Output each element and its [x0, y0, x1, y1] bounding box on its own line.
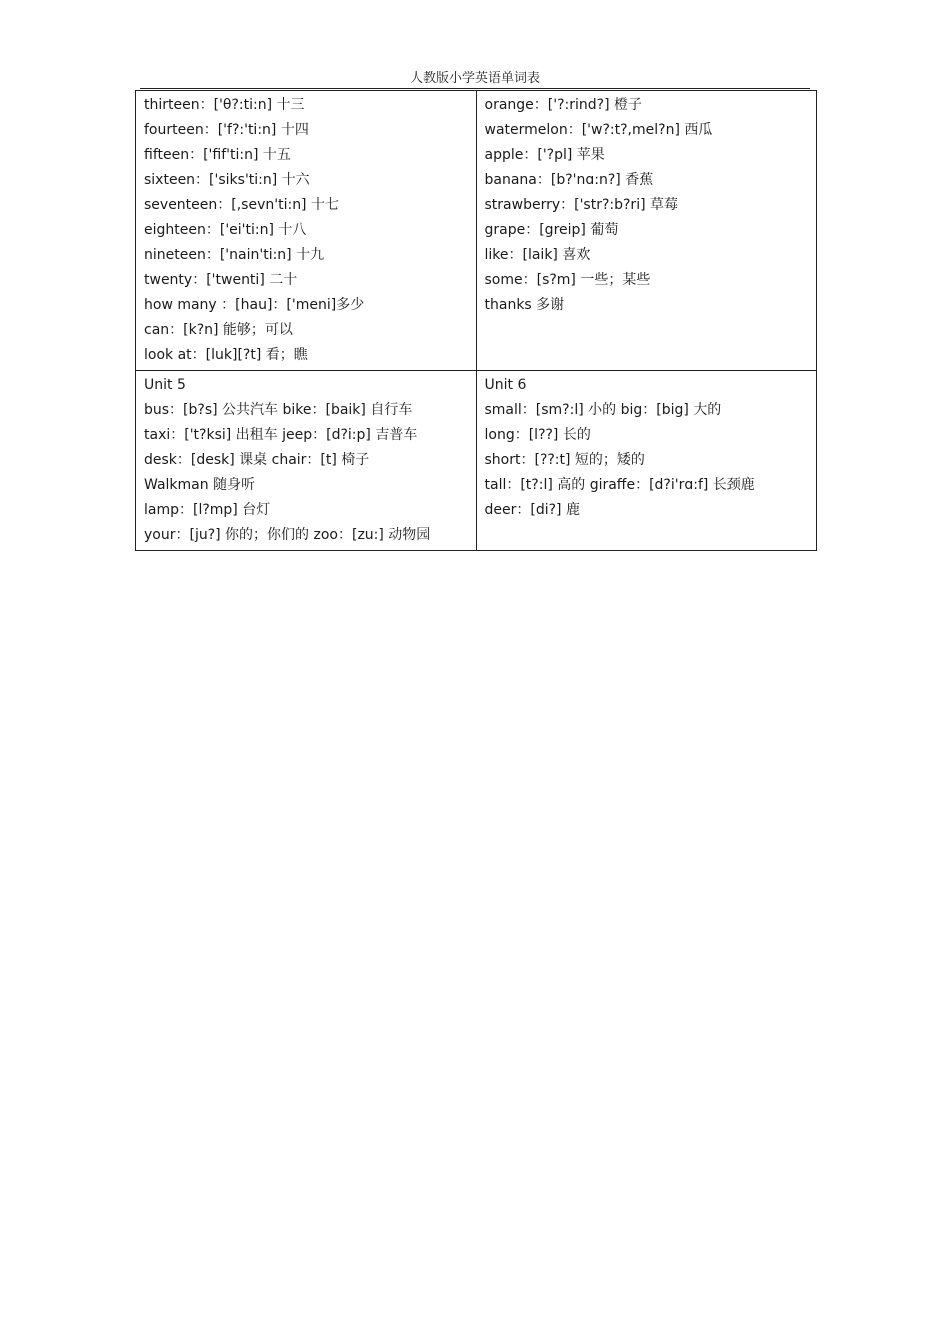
vocab-line: nineteen：['nain'ti:n] 十九: [144, 247, 325, 263]
vocab-line: watermelon：['w?:t?,mel?n] 西瓜: [484, 122, 713, 138]
vocab-line: banana：[b?'nɑ:n?] 香蕉: [484, 172, 654, 188]
vocab-line: desk：[desk] 课桌 chair：[t] 椅子: [144, 452, 370, 468]
page-header-title: 人教版小学英语单词表: [140, 70, 810, 89]
vocab-line: lamp：[l?mp] 台灯: [144, 502, 271, 518]
vocab-line: your：[ju?] 你的；你们的 zoo：[zu:] 动物园: [144, 527, 431, 543]
vocab-line: thirteen：['θ?:ti:n] 十三: [144, 97, 305, 113]
vocab-line: short：[??:t] 短的；矮的: [484, 452, 645, 468]
vocab-line: look at：[luk][?t] 看；瞧: [144, 347, 308, 363]
vocab-line: eighteen：['ei'ti:n] 十八: [144, 222, 307, 238]
vocab-line: long：[l??] 长的: [484, 427, 591, 443]
vocab-line: some：[s?m] 一些；某些: [484, 272, 651, 288]
vocab-line: Walkman 随身听: [144, 477, 256, 493]
vocab-line: fifteen：['fif'ti:n] 十五: [144, 147, 291, 163]
vocab-line: how many ：[hau]：['meni]多少: [144, 297, 365, 313]
table-cell-numbers: [136, 91, 477, 371]
vocab-line: strawberry：['str?:b?ri] 草莓: [484, 197, 678, 213]
vocab-line: grape：[greip] 葡萄: [484, 222, 619, 238]
vocab-line: small：[sm?:l] 小的 big：[big] 大的: [484, 402, 722, 418]
vocab-line: bus：[b?s] 公共汽车 bike：[baik] 自行车: [144, 402, 413, 418]
table-cell-unit-6: [476, 371, 817, 551]
unit-heading: Unit 5: [144, 377, 186, 393]
vocab-line: fourteen：['f?:'ti:n] 十四: [144, 122, 309, 138]
table-cell-unit-5: [136, 371, 477, 551]
vocabulary-table: [135, 90, 817, 551]
vocab-line: deer：[di?] 鹿: [484, 502, 580, 518]
vocab-line: thanks 多谢: [484, 297, 565, 313]
vocab-line: taxi：['t?ksi] 出租车 jeep：[d?i:p] 吉普车: [144, 427, 418, 443]
vocab-line: like：[laik] 喜欢: [484, 247, 591, 263]
table-row: [136, 371, 817, 551]
vocab-line: seventeen：[,sevn'ti:n] 十七: [144, 197, 339, 213]
table-row: [136, 91, 817, 371]
vocab-line: can：[k?n] 能够；可以: [144, 322, 293, 338]
vocab-line: tall：[t?:l] 高的 giraffe：[d?i'rɑ:f] 长颈鹿: [484, 477, 755, 493]
vocab-line: apple：['?pl] 苹果: [484, 147, 605, 163]
vocab-line: orange：['?:rind?] 橙子: [484, 97, 642, 113]
vocab-line: twenty：['twenti] 二十: [144, 272, 298, 288]
vocab-line: sixteen：['siks'ti:n] 十六: [144, 172, 310, 188]
table-cell-fruits: [476, 91, 817, 371]
unit-heading: Unit 6: [484, 377, 527, 393]
